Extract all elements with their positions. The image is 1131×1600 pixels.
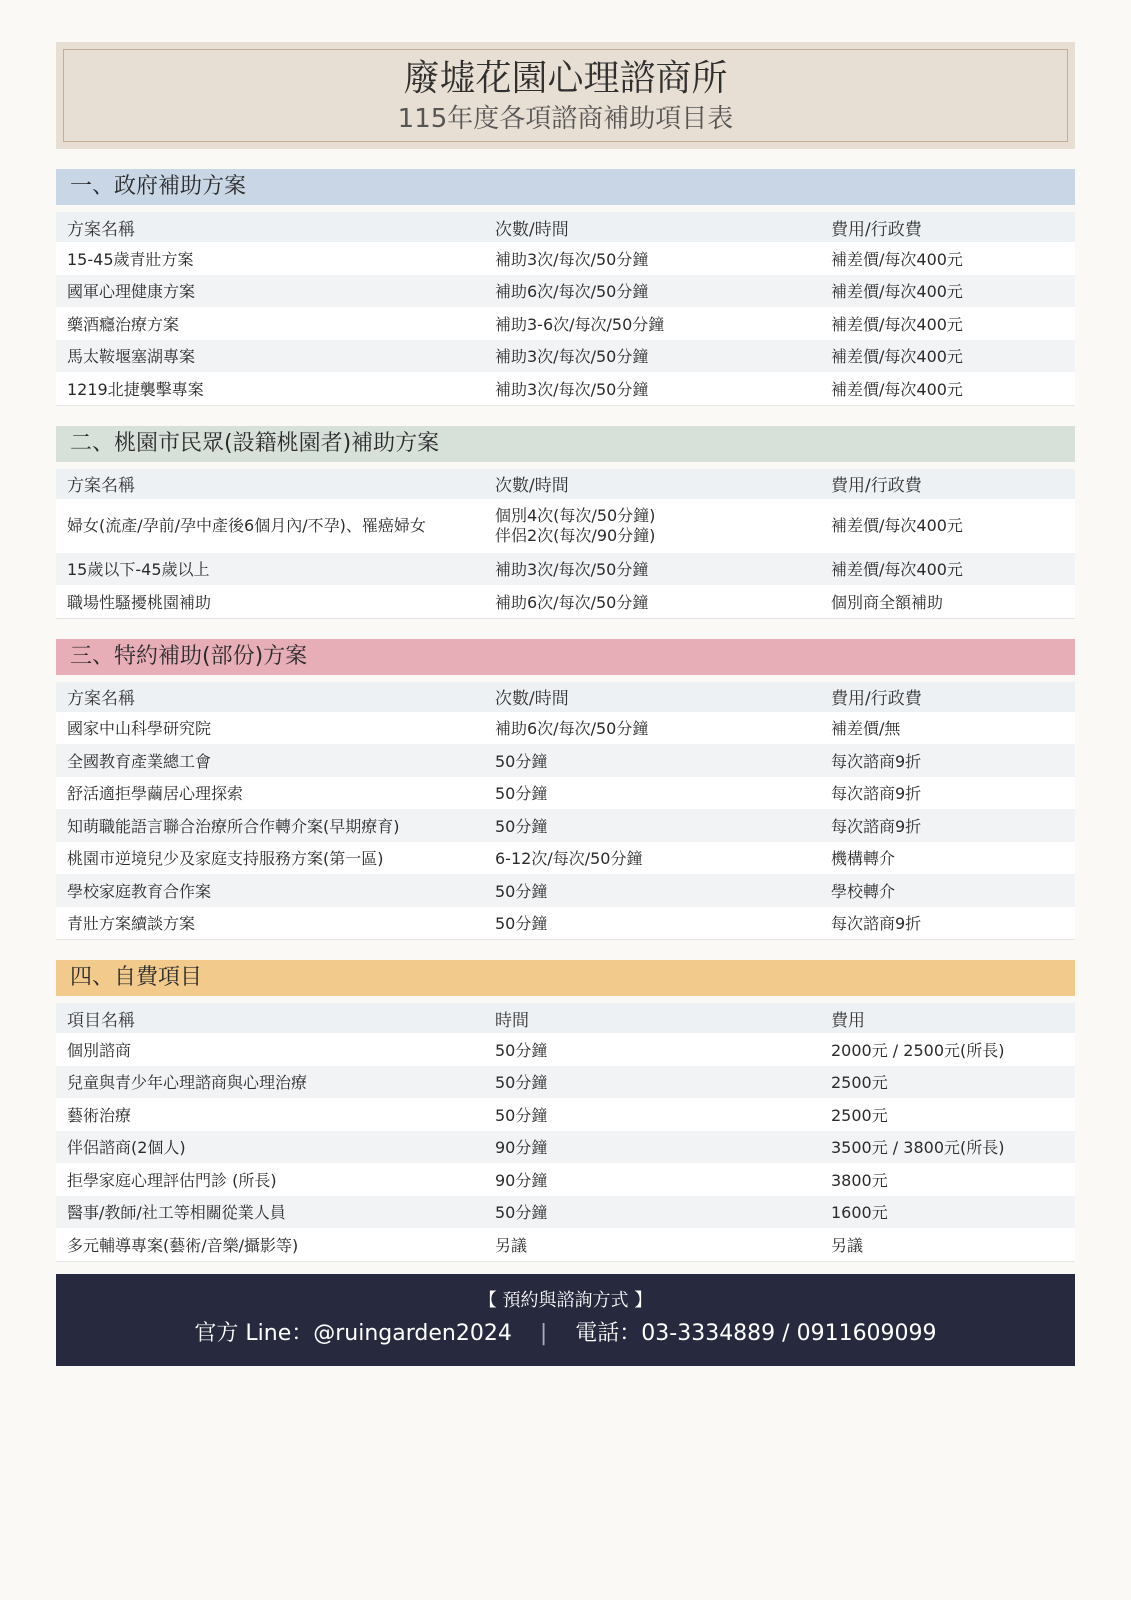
col-header: 次數/時間 (484, 212, 820, 242)
col-header: 項目名稱 (56, 1003, 484, 1033)
cell-sessions: 50分鐘 (484, 809, 820, 842)
contact-separator: | (539, 1321, 548, 1346)
cell-sessions: 補助3次/每次/50分鐘 (484, 242, 820, 275)
table-row (56, 307, 1075, 340)
section-title: 三、特約補助(部份)方案 (56, 639, 1075, 675)
cell-name: 1219北捷襲擊專案 (56, 372, 484, 405)
cell-time: 50分鐘 (484, 1098, 820, 1131)
table-row (56, 712, 1075, 745)
cell-fee: 補差價/每次400元 (820, 553, 1075, 586)
title-frame (63, 49, 1068, 142)
cell-name: 知萌職能語言聯合治療所合作轉介案(早期療育) (56, 809, 484, 842)
col-header: 時間 (484, 1003, 820, 1033)
cell-sessions: 補助3-6次/每次/50分鐘 (484, 307, 820, 340)
table-self-pay (56, 1003, 1075, 1262)
cell-fee: 另議 (820, 1228, 1075, 1261)
section-title: 一、政府補助方案 (56, 169, 1075, 205)
cell-sessions: 補助3次/每次/50分鐘 (484, 340, 820, 373)
table-row (56, 1196, 1075, 1229)
col-header: 方案名稱 (56, 469, 484, 499)
table-row (56, 777, 1075, 810)
table-row (56, 585, 1075, 618)
cell-name: 15-45歲青壯方案 (56, 242, 484, 275)
cell-fee: 補差價/每次400元 (820, 372, 1075, 405)
cell-name: 青壯方案續談方案 (56, 907, 484, 940)
col-header: 次數/時間 (484, 682, 820, 712)
cell-name: 藝術治療 (56, 1098, 484, 1131)
cell-sessions: 50分鐘 (484, 874, 820, 907)
cell-name: 職場性騷擾桃園補助 (56, 585, 484, 618)
cell-sessions (484, 499, 820, 553)
table-row (56, 874, 1075, 907)
contact-line (56, 1316, 1075, 1352)
table-row (56, 553, 1075, 586)
cell-sessions: 補助3次/每次/50分鐘 (484, 372, 820, 405)
table-row (56, 907, 1075, 940)
table-row (56, 340, 1075, 373)
section-partner (56, 639, 1075, 941)
line-id: 官方 Line：@ruingarden2024 (194, 1321, 512, 1346)
cell-name: 多元輔導專案(藝術/音樂/攝影等) (56, 1228, 484, 1261)
table-partner (56, 682, 1075, 941)
section-title: 二、桃園市民眾(設籍桃園者)補助方案 (56, 426, 1075, 462)
cell-fee: 學校轉介 (820, 874, 1075, 907)
cell-sessions: 補助3次/每次/50分鐘 (484, 553, 820, 586)
cell-name: 學校家庭教育合作案 (56, 874, 484, 907)
col-header: 費用/行政費 (820, 469, 1075, 499)
contact-footer (56, 1274, 1075, 1366)
cell-fee: 補差價/每次400元 (820, 275, 1075, 308)
cell-fee: 每次諮商9折 (820, 809, 1075, 842)
cell-fee: 補差價/每次400元 (820, 242, 1075, 275)
col-header: 費用 (820, 1003, 1075, 1033)
table-row (56, 744, 1075, 777)
table-row (56, 499, 1075, 553)
table-government (56, 212, 1075, 406)
cell-fee: 補差價/每次400元 (820, 340, 1075, 373)
table-row (56, 372, 1075, 405)
cell-sessions-line: 個別4次(每次/50分鐘) (495, 505, 656, 525)
cell-name: 15歲以下-45歲以上 (56, 553, 484, 586)
cell-time: 90分鐘 (484, 1163, 820, 1196)
cell-name: 桃園市逆境兒少及家庭支持服務方案(第一區) (56, 842, 484, 875)
document (56, 42, 1075, 1262)
cell-sessions: 補助6次/每次/50分鐘 (484, 712, 820, 745)
contact-title: 【 預約與諮詢方式 】 (478, 1290, 653, 1311)
cell-fee: 3800元 (820, 1163, 1075, 1196)
table-row (56, 1066, 1075, 1099)
cell-name: 婦女(流產/孕前/孕中產後6個月內/不孕)、罹癌婦女 (56, 499, 484, 553)
cell-time: 90分鐘 (484, 1131, 820, 1164)
col-header: 次數/時間 (484, 469, 820, 499)
cell-name: 拒學家庭心理評估門診 (所長) (56, 1163, 484, 1196)
cell-sessions: 50分鐘 (484, 777, 820, 810)
table-row (56, 842, 1075, 875)
cell-fee: 2500元 (820, 1066, 1075, 1099)
cell-fee: 2500元 (820, 1098, 1075, 1131)
cell-fee: 每次諮商9折 (820, 777, 1075, 810)
cell-time: 50分鐘 (484, 1033, 820, 1066)
col-header: 方案名稱 (56, 682, 484, 712)
col-header: 方案名稱 (56, 212, 484, 242)
col-header: 費用/行政費 (820, 682, 1075, 712)
cell-name: 國軍心理健康方案 (56, 275, 484, 308)
cell-name: 兒童與青少年心理諮商與心理治療 (56, 1066, 484, 1099)
cell-time: 另議 (484, 1228, 820, 1261)
table-row (56, 1098, 1075, 1131)
title-box (56, 42, 1075, 149)
page-title: 廢墟花園心理諮商所 (403, 58, 728, 99)
cell-name: 全國教育產業總工會 (56, 744, 484, 777)
cell-sessions-line: 伴侶2次(每次/90分鐘) (495, 525, 656, 545)
cell-time: 50分鐘 (484, 1066, 820, 1099)
table-row (56, 1033, 1075, 1066)
table-row (56, 275, 1075, 308)
cell-sessions: 6-12次/每次/50分鐘 (484, 842, 820, 875)
cell-name: 醫事/教師/社工等相關從業人員 (56, 1196, 484, 1229)
cell-fee: 1600元 (820, 1196, 1075, 1229)
table-row (56, 242, 1075, 275)
cell-fee: 3500元 / 3800元(所長) (820, 1131, 1075, 1164)
cell-fee: 2000元 / 2500元(所長) (820, 1033, 1075, 1066)
cell-sessions: 補助6次/每次/50分鐘 (484, 275, 820, 308)
cell-name: 馬太鞍堰塞湖專案 (56, 340, 484, 373)
cell-sessions: 50分鐘 (484, 744, 820, 777)
cell-fee: 每次諮商9折 (820, 744, 1075, 777)
phone-numbers: 電話：03-3334889 / 0911609099 (575, 1321, 937, 1346)
cell-name: 藥酒癮治療方案 (56, 307, 484, 340)
section-taoyuan (56, 426, 1075, 619)
cell-sessions: 補助6次/每次/50分鐘 (484, 585, 820, 618)
cell-fee: 補差價/無 (820, 712, 1075, 745)
page-subtitle: 115年度各項諮商補助項目表 (397, 104, 734, 134)
cell-fee: 補差價/每次400元 (820, 499, 1075, 553)
cell-name: 國家中山科學研究院 (56, 712, 484, 745)
cell-name: 舒活適拒學繭居心理探索 (56, 777, 484, 810)
table-row (56, 1163, 1075, 1196)
cell-fee: 每次諮商9折 (820, 907, 1075, 940)
section-title: 四、自費項目 (56, 960, 1075, 996)
cell-fee: 機構轉介 (820, 842, 1075, 875)
cell-time: 50分鐘 (484, 1196, 820, 1229)
cell-name: 伴侶諮商(2個人) (56, 1131, 484, 1164)
table-row (56, 1131, 1075, 1164)
table-row (56, 809, 1075, 842)
cell-name: 個別諮商 (56, 1033, 484, 1066)
col-header: 費用/行政費 (820, 212, 1075, 242)
table-row (56, 1228, 1075, 1261)
table-taoyuan (56, 469, 1075, 619)
section-self-pay (56, 960, 1075, 1262)
cell-sessions: 50分鐘 (484, 907, 820, 940)
cell-fee: 個別商全額補助 (820, 585, 1075, 618)
section-government (56, 169, 1075, 406)
cell-fee: 補差價/每次400元 (820, 307, 1075, 340)
